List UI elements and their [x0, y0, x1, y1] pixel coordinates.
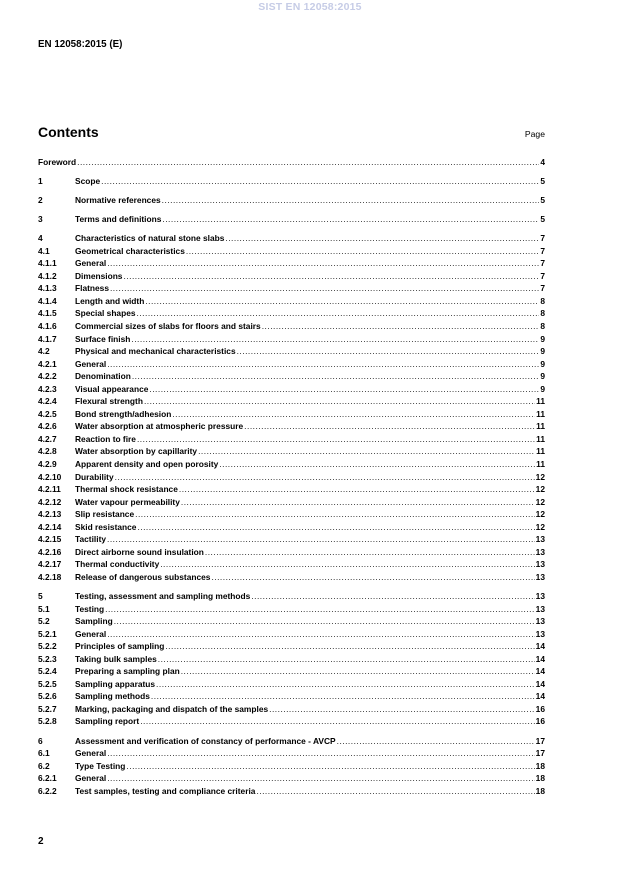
toc-entry-page: 14	[535, 691, 545, 702]
toc-entry[interactable]	[38, 603, 545, 616]
toc-dot-leader	[107, 358, 539, 371]
toc-entry-number: 4.2.11	[38, 484, 61, 495]
toc-entry-page: 18	[535, 760, 545, 771]
toc-entry-page: 13	[535, 571, 545, 582]
toc-dot-leader	[211, 571, 534, 584]
toc-entry-title: Scope	[75, 176, 101, 187]
toc-dot-leader	[151, 690, 535, 703]
toc-entry-title: Normative references	[75, 195, 161, 206]
page-number: 2	[38, 836, 44, 847]
toc-dot-leader	[158, 653, 535, 666]
toc-entry-number: 4.1.2	[38, 270, 57, 281]
toc-dot-leader	[110, 282, 539, 295]
toc-dot-leader	[107, 628, 534, 641]
toc-dot-leader	[179, 483, 535, 496]
toc-entry-title: Sampling apparatus	[75, 678, 156, 689]
toc-entry[interactable]	[38, 245, 545, 258]
toc-entry-page: 9	[540, 358, 545, 369]
toc-dot-leader	[162, 213, 539, 226]
toc-dot-leader	[77, 156, 539, 169]
toc-entry[interactable]	[38, 640, 545, 653]
toc-dot-leader	[126, 760, 534, 773]
toc-dot-leader	[244, 420, 535, 433]
toc-entry-title: Water absorption at atmospheric pressure	[75, 421, 244, 432]
toc-dot-leader	[205, 546, 535, 559]
toc-entry-page: 11	[536, 408, 545, 419]
toc-entry[interactable]	[38, 508, 545, 521]
toc-entry-page: 5	[540, 214, 545, 225]
toc-entry-number: 4.2.6	[38, 421, 57, 432]
toc-entry[interactable]	[38, 703, 545, 716]
toc-entry-page: 11	[536, 396, 545, 407]
toc-entry[interactable]	[38, 571, 545, 584]
toc-entry[interactable]	[38, 213, 545, 226]
toc-entry-number: 4.2.4	[38, 396, 57, 407]
toc-entry-page: 18	[535, 785, 545, 796]
toc-entry-number: 5.2.1	[38, 628, 57, 639]
toc-entry[interactable]	[38, 270, 545, 283]
toc-entry-page: 12	[535, 484, 545, 495]
toc-entry[interactable]	[38, 496, 545, 509]
toc-entry-page: 12	[535, 496, 545, 507]
toc-entry-title: Bond strength/adhesion	[75, 408, 172, 419]
toc-dot-leader	[149, 383, 539, 396]
toc-entry-page: 9	[540, 346, 545, 357]
toc-entry-number: 4.2.3	[38, 383, 57, 394]
toc-entry-number: 3	[38, 214, 43, 225]
toc-dot-leader	[186, 245, 539, 258]
toc-entry[interactable]	[38, 282, 545, 295]
toc-entry-title: Direct airborne sound insulation	[75, 546, 204, 557]
toc-dot-leader	[162, 194, 540, 207]
toc-dot-leader	[145, 295, 539, 308]
toc-entry[interactable]	[38, 665, 545, 678]
toc-dot-leader	[107, 533, 535, 546]
toc-entry-title: Special shapes	[75, 308, 136, 319]
toc-dot-leader	[144, 395, 535, 408]
toc-entry-number: 4.1.4	[38, 295, 57, 306]
toc-entry-title: Apparent density and open porosity	[75, 459, 219, 470]
toc-dot-leader	[165, 640, 534, 653]
toc-entry-number: 4.2.1	[38, 358, 57, 369]
watermark: SIST EN 12058:2015	[258, 1, 362, 13]
toc-entry-page: 9	[540, 371, 545, 382]
toc-entry[interactable]	[38, 194, 545, 207]
toc-entry[interactable]	[38, 678, 545, 691]
toc-entry-title: Marking, packaging and dispatch of the samples	[75, 703, 269, 714]
toc-entry-number: 5.2.7	[38, 703, 57, 714]
toc-dot-leader	[172, 408, 535, 421]
toc-dot-leader	[131, 333, 539, 346]
toc-entry-number: 4.2.17	[38, 559, 62, 570]
toc-entry-title: General	[75, 258, 107, 269]
toc-entry-page: 11	[536, 459, 545, 470]
toc-entry-number: 4.2.7	[38, 433, 57, 444]
toc-entry-number: 5.2.5	[38, 678, 57, 689]
toc-entry-page: 5	[540, 195, 545, 206]
toc-entry-title: Terms and definitions	[75, 214, 162, 225]
toc-entry-title: Assessment and verification of constancy of performance - AVCP	[75, 735, 336, 746]
toc-entry[interactable]	[38, 653, 545, 666]
toc-entry-number: 5.2.3	[38, 653, 57, 664]
toc-entry-title: Principles of sampling	[75, 641, 165, 652]
toc-entry[interactable]	[38, 715, 545, 728]
toc-entry-number: 4.2.8	[38, 446, 57, 457]
toc-dot-leader	[198, 445, 535, 458]
toc-entry-title: Characteristics of natural stone slabs	[75, 233, 225, 244]
toc-entry-number: 4.1.6	[38, 321, 57, 332]
table-of-contents	[38, 156, 545, 797]
toc-entry-page: 11	[536, 433, 545, 444]
toc-entry-page: 17	[535, 735, 545, 746]
toc-entry-title: Commercial sizes of slabs for floors and stairs	[75, 321, 261, 332]
toc-entry-page: 14	[535, 653, 545, 664]
toc-entry[interactable]	[38, 615, 545, 628]
toc-entry[interactable]	[38, 458, 545, 471]
toc-entry-page: 9	[540, 333, 545, 344]
toc-entry-title: Sampling	[75, 616, 113, 627]
toc-entry-page: 11	[536, 421, 545, 432]
toc-entry-title: Flatness	[75, 283, 109, 294]
toc-dot-leader	[140, 715, 534, 728]
toc-dot-leader	[114, 615, 535, 628]
toc-entry-page: 7	[540, 233, 545, 244]
toc-entry-number: 2	[38, 195, 43, 206]
toc-entry[interactable]	[38, 358, 545, 371]
toc-entry-page: 13	[535, 559, 545, 570]
toc-entry-number: 4.2	[38, 346, 50, 357]
toc-entry-title: Water vapour permeability	[75, 496, 180, 507]
toc-entry-title: Geometrical characteristics	[75, 245, 185, 256]
toc-entry[interactable]	[38, 307, 545, 320]
toc-entry-page: 13	[535, 603, 545, 614]
toc-entry-number: 4.2.12	[38, 496, 62, 507]
toc-entry-title: Skid resistance	[75, 521, 137, 532]
toc-entry-number: 1	[38, 176, 43, 187]
toc-entry-number: 4.2.18	[38, 571, 62, 582]
toc-entry-title: Physical and mechanical characteristics	[75, 346, 236, 357]
toc-entry-page: 9	[540, 383, 545, 394]
toc-dot-leader	[101, 175, 539, 188]
toc-entry-page: 7	[540, 270, 545, 281]
toc-entry-page: 13	[535, 534, 545, 545]
toc-entry-number: 4.2.14	[38, 521, 62, 532]
toc-entry-title: General	[75, 358, 107, 369]
toc-entry-title: Flexural strength	[75, 396, 143, 407]
toc-entry-page: 17	[535, 748, 545, 759]
toc-entry-number: 6.2.1	[38, 773, 57, 784]
toc-entry-page: 12	[535, 521, 545, 532]
toc-entry-number: 5.1	[38, 603, 50, 614]
toc-entry-title: Taking bulk samples	[75, 653, 157, 664]
toc-entry[interactable]	[38, 690, 545, 703]
toc-entry-title: Slip resistance	[75, 509, 135, 520]
toc-entry[interactable]	[38, 445, 545, 458]
toc-entry-number: 4.2.13	[38, 509, 62, 520]
toc-dot-leader	[137, 521, 534, 534]
toc-entry[interactable]	[38, 590, 545, 603]
toc-entry-number: 4.2.15	[38, 534, 62, 545]
toc-entry-number: 6.2.2	[38, 785, 57, 796]
toc-entry-number: 5.2	[38, 616, 50, 627]
toc-dot-leader	[262, 320, 540, 333]
toc-entry[interactable]	[38, 408, 545, 421]
toc-entry-page: 7	[540, 258, 545, 269]
toc-entry[interactable]	[38, 533, 545, 546]
toc-entry-page: 14	[535, 666, 545, 677]
toc-entry-title: Testing	[75, 603, 105, 614]
toc-entry-page: 12	[535, 509, 545, 520]
toc-dot-leader	[107, 257, 539, 270]
toc-entry-page: 13	[535, 591, 545, 601]
toc-entry[interactable]	[38, 295, 545, 308]
toc-entry-page: 8	[540, 321, 545, 332]
toc-dot-leader	[181, 665, 535, 678]
toc-entry[interactable]	[38, 156, 545, 169]
toc-entry[interactable]	[38, 772, 545, 785]
toc-entry[interactable]	[38, 383, 545, 396]
toc-entry-number: 6	[38, 735, 43, 746]
toc-dot-leader	[237, 345, 540, 358]
toc-entry[interactable]	[38, 521, 545, 534]
toc-dot-leader	[135, 508, 535, 521]
toc-entry-page: 18	[535, 773, 545, 784]
toc-entry[interactable]	[38, 558, 545, 571]
toc-entry-number: 6.2	[38, 760, 50, 771]
toc-dot-leader	[132, 370, 539, 383]
toc-entry-number: 4.2.16	[38, 546, 62, 557]
toc-entry-title: Water absorption by capillarity	[75, 446, 198, 457]
toc-entry[interactable]	[38, 370, 545, 383]
toc-dot-leader	[337, 735, 535, 748]
toc-entry-title: Testing, assessment and sampling methods	[75, 591, 251, 601]
toc-entry-title: Reaction to fire	[75, 433, 136, 444]
toc-entry-number: 4.1.5	[38, 308, 57, 319]
toc-entry-page: 14	[535, 641, 545, 652]
toc-entry-title: Tactility	[75, 534, 107, 545]
toc-dot-leader	[225, 232, 539, 245]
toc-entry-title: Length and width	[75, 295, 145, 306]
toc-entry-title: Sampling report	[75, 716, 140, 727]
toc-entry[interactable]	[38, 395, 545, 408]
toc-entry-number: 5.2.6	[38, 691, 57, 702]
toc-entry-title: General	[75, 628, 107, 639]
toc-entry-number: 4.1.3	[38, 283, 57, 294]
toc-entry[interactable]	[38, 433, 545, 446]
toc-entry-title: Thermal conductivity	[75, 559, 160, 570]
toc-entry-title: Sampling methods	[75, 691, 150, 702]
toc-entry-title: Durability	[75, 471, 114, 482]
toc-dot-leader	[137, 433, 535, 446]
toc-entry-title: Thermal shock resistance	[75, 484, 178, 495]
toc-entry-page: 5	[540, 176, 545, 187]
toc-entry-page: 11	[536, 446, 545, 457]
toc-entry-number: 5.2.8	[38, 716, 57, 727]
toc-entry-title: Denomination	[75, 371, 131, 382]
toc-dot-leader	[105, 603, 535, 616]
toc-entry[interactable]	[38, 420, 545, 433]
toc-entry[interactable]	[38, 785, 545, 798]
contents-title: Contents	[38, 124, 99, 140]
toc-entry-title: Release of dangerous substances	[75, 571, 211, 582]
toc-entry-title: Preparing a sampling plan	[75, 666, 180, 677]
toc-entry-number: 4.1	[38, 245, 50, 256]
toc-entry-title: General	[75, 748, 107, 759]
toc-entry[interactable]	[38, 333, 545, 346]
toc-entry[interactable]	[38, 232, 545, 245]
toc-entry-number: 4.1.1	[38, 258, 57, 269]
toc-entry-page: 4	[540, 157, 545, 167]
toc-entry-page: 7	[540, 283, 545, 294]
toc-entry-title: Test samples, testing and compliance criteria	[75, 785, 256, 796]
toc-entry[interactable]	[38, 345, 545, 358]
toc-dot-leader	[160, 558, 534, 571]
toc-dot-leader	[219, 458, 535, 471]
toc-dot-leader	[115, 471, 535, 484]
toc-entry[interactable]	[38, 471, 545, 484]
toc-entry-title: Surface finish	[75, 333, 131, 344]
toc-dot-leader	[107, 772, 534, 785]
toc-entry-number: 5.2.4	[38, 666, 57, 677]
toc-dot-leader	[137, 307, 540, 320]
toc-dot-leader	[123, 270, 539, 283]
toc-entry-number: 4.2.5	[38, 408, 57, 419]
toc-entry[interactable]	[38, 320, 545, 333]
toc-entry[interactable]	[38, 257, 545, 270]
toc-entry-page: 13	[535, 628, 545, 639]
document-id: EN 12058:2015 (E)	[38, 39, 123, 50]
toc-entry-number: 4.2.10	[38, 471, 62, 482]
toc-entry-page: 16	[535, 703, 545, 714]
toc-dot-leader	[181, 496, 535, 509]
toc-entry-title: Visual appearance	[75, 383, 149, 394]
toc-entry-number: 4.2.2	[38, 371, 57, 382]
toc-entry[interactable]	[38, 747, 545, 760]
toc-dot-leader	[251, 590, 534, 603]
toc-dot-leader	[269, 703, 535, 716]
toc-dot-leader	[107, 747, 534, 760]
toc-entry-page: 13	[535, 546, 545, 557]
toc-entry-title: General	[75, 773, 107, 784]
toc-entry-number: 4.2.9	[38, 459, 57, 470]
toc-entry-title: Dimensions	[75, 270, 123, 281]
toc-entry-page: 14	[535, 678, 545, 689]
toc-entry[interactable]	[38, 760, 545, 773]
toc-entry[interactable]	[38, 546, 545, 559]
toc-entry[interactable]	[38, 175, 545, 188]
toc-entry-number: 4.1.7	[38, 333, 57, 344]
toc-entry-page: 13	[535, 616, 545, 627]
page-column-label: Page	[524, 129, 545, 139]
toc-entry-title: Foreword	[38, 157, 77, 167]
toc-entry-page: 7	[540, 245, 545, 256]
toc-dot-leader	[156, 678, 535, 691]
toc-entry-number: 5	[38, 591, 43, 601]
toc-entry-page: 8	[540, 308, 545, 319]
toc-entry-page: 8	[540, 295, 545, 306]
toc-entry-page: 12	[535, 471, 545, 482]
toc-entry-number: 5.2.2	[38, 641, 57, 652]
toc-entry[interactable]	[38, 735, 545, 748]
toc-entry-title: Type Testing	[75, 760, 126, 771]
toc-entry-number: 6.1	[38, 748, 50, 759]
toc-entry-page: 16	[535, 716, 545, 727]
toc-entry[interactable]	[38, 628, 545, 641]
toc-entry[interactable]	[38, 483, 545, 496]
toc-dot-leader	[256, 785, 534, 798]
toc-entry-number: 4	[38, 233, 43, 244]
